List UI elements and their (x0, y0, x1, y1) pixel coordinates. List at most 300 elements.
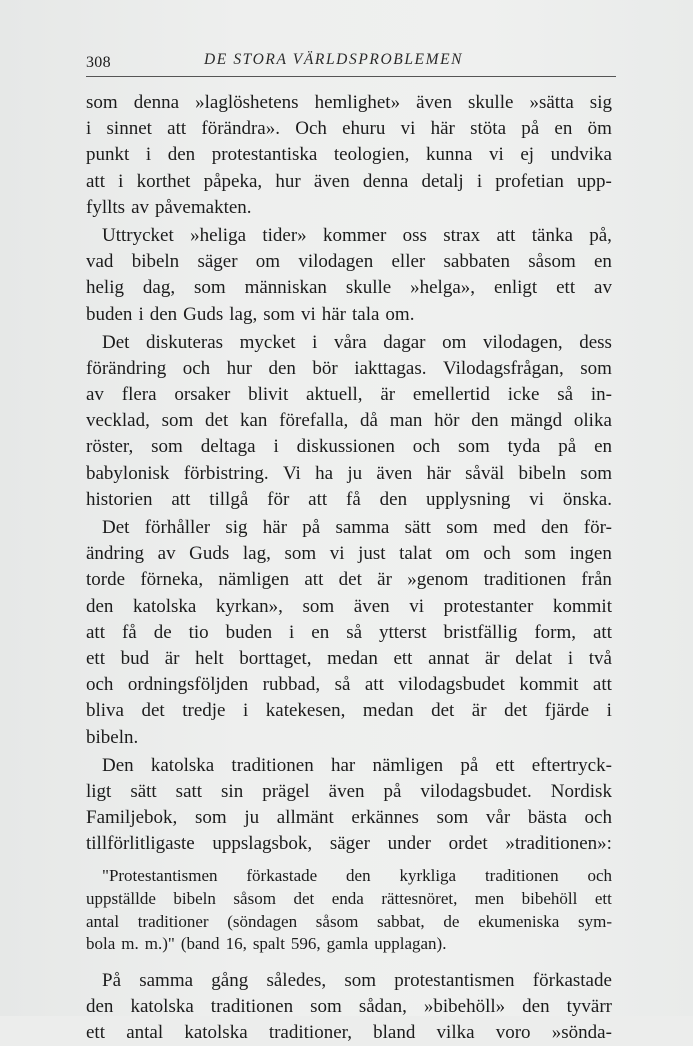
word: att (364, 674, 384, 696)
word: här (262, 517, 288, 538)
word: voro (495, 1022, 531, 1044)
text-line (86, 779, 612, 805)
word: m. (121, 934, 139, 954)
word: kommer (322, 224, 387, 246)
word: Familjebok, (86, 807, 178, 829)
word: spalt (252, 934, 285, 954)
word: som (436, 807, 469, 829)
word: ekumeniska (478, 911, 560, 931)
word: bliva (86, 700, 124, 722)
word: nämligen (218, 569, 290, 591)
word: om (445, 543, 470, 565)
word: kommit (519, 674, 579, 696)
word: iakttagas. (354, 357, 427, 379)
word: sätt (404, 517, 431, 538)
word: orsaker (174, 384, 231, 406)
word: sabbaten (443, 251, 510, 273)
word: bland (373, 1022, 416, 1044)
word: borttaget, (239, 647, 312, 669)
text-line (86, 725, 612, 751)
word: förkastade (532, 969, 612, 991)
word: (band (180, 934, 220, 954)
word: tredje (182, 700, 226, 722)
word: ligt (86, 780, 112, 802)
word: få (346, 488, 361, 510)
word: annat (428, 647, 470, 669)
word: traditioner, (268, 1022, 352, 1044)
word: bibeln (518, 462, 566, 484)
word: skulle (345, 277, 392, 299)
word: fyllts (86, 196, 126, 218)
word: Vilodagsfrågan, (443, 357, 564, 379)
word: protestantiska (211, 144, 318, 166)
word: kunna (425, 144, 473, 166)
word: det (293, 889, 315, 909)
word: så (346, 621, 363, 643)
word: de (153, 621, 172, 643)
word: röster, (86, 436, 134, 458)
word: här (430, 118, 455, 140)
word: att (496, 224, 516, 246)
word: vilodagen, (482, 331, 563, 353)
text-line (86, 302, 612, 328)
word: ett (495, 754, 515, 776)
paragraph (86, 753, 612, 858)
word: Det (102, 331, 130, 353)
word: samma (139, 969, 194, 991)
word: önska. (562, 488, 612, 510)
word: »genom (407, 569, 469, 591)
word: som (194, 277, 226, 299)
word: vår (485, 807, 511, 829)
text-line (86, 620, 612, 646)
word: Guds (183, 303, 224, 325)
word: som (194, 807, 227, 829)
word: på (521, 118, 540, 140)
word: såsom (233, 889, 276, 909)
word: (söndagen (227, 911, 298, 931)
word: blivit (248, 384, 289, 406)
word: ett (86, 1022, 105, 1044)
text-line (86, 698, 612, 724)
word: just (358, 543, 386, 565)
text-line (86, 275, 612, 301)
word: tyda (507, 436, 541, 458)
page-number: 308 (86, 54, 111, 71)
word: är (164, 647, 180, 669)
word: »laglöshetens (195, 92, 299, 113)
word: mängd (510, 410, 563, 432)
word: eller (391, 251, 426, 273)
text-line (86, 461, 612, 487)
word: protestantismen (394, 969, 515, 991)
word: form, (534, 621, 577, 643)
word: vilodagsbudet (398, 674, 505, 696)
word: som (524, 543, 557, 565)
word: korthet (136, 170, 191, 192)
word: även (328, 780, 365, 802)
word: »heliga (190, 224, 247, 246)
text-line (86, 753, 612, 779)
word: det (141, 700, 165, 722)
word: skulle (468, 92, 514, 113)
word: att (308, 488, 328, 510)
word: som (446, 517, 478, 538)
word: att (592, 621, 612, 643)
word: erkännes (351, 807, 419, 829)
word: denna (362, 170, 409, 192)
word: i (86, 118, 92, 140)
word: bibeln (131, 251, 180, 273)
word: den (346, 866, 371, 886)
word: »sönda- (551, 1022, 612, 1044)
word: Och (295, 118, 327, 140)
word: även (376, 462, 413, 484)
word: historien (86, 488, 153, 510)
text-line (86, 408, 612, 434)
text-line (86, 1020, 612, 1046)
word: helig (86, 277, 124, 299)
word: den (541, 517, 569, 538)
word: under (387, 833, 431, 855)
word: lag, (229, 303, 258, 325)
word: här (426, 462, 451, 484)
word: m.)" (144, 934, 175, 954)
word: av (131, 196, 149, 218)
word: helt (195, 647, 224, 669)
word: är (377, 569, 392, 591)
word: i (242, 700, 249, 722)
word: vi (488, 144, 504, 166)
word: i (312, 331, 318, 353)
word: att (86, 621, 105, 643)
paragraph (86, 515, 612, 751)
word: tänka (531, 224, 573, 246)
word: förändring (86, 357, 167, 379)
word: hör (434, 410, 460, 432)
word: tider» (262, 224, 307, 246)
paragraph (86, 223, 612, 328)
word: av (157, 543, 176, 565)
word: tillförlitligaste (86, 833, 195, 855)
word: ytterst (379, 621, 427, 643)
text-line (86, 594, 612, 620)
word: påpeka, (203, 170, 263, 192)
word: människan (244, 277, 327, 299)
word: hur (275, 170, 301, 192)
word: hemlighet» (314, 92, 401, 113)
word: På (102, 969, 121, 991)
word: Guds (189, 543, 230, 565)
word: Nordisk (550, 780, 612, 802)
word: gång (211, 969, 249, 991)
quote-line (86, 911, 612, 934)
word: en (554, 118, 573, 140)
word: såsom (528, 251, 576, 273)
word: säger (329, 833, 370, 855)
word: som (580, 462, 612, 484)
word: och (86, 674, 114, 696)
word: här (321, 303, 346, 325)
text-line (86, 195, 612, 221)
word: som (284, 543, 317, 565)
word: medan (327, 647, 378, 669)
word: förneka, (140, 569, 204, 591)
word: i (567, 647, 574, 669)
word: dag, (142, 277, 176, 299)
word: men (474, 889, 505, 909)
word: och (587, 866, 612, 886)
word: den (86, 996, 114, 1017)
word: deltaga (200, 436, 256, 458)
word: och (182, 357, 211, 379)
word: uppslagsbok, (212, 833, 313, 855)
word: dess (579, 331, 612, 353)
word: en (594, 436, 612, 458)
quote-line (86, 888, 612, 911)
word: så (334, 674, 351, 696)
word: våra (334, 331, 367, 353)
word: Vi (282, 462, 301, 484)
word: bör (312, 357, 338, 379)
text-line (86, 434, 612, 460)
word: bibeln (173, 889, 216, 909)
word: bristfällig (443, 621, 518, 643)
word: stöta (470, 118, 507, 140)
word: ett (86, 647, 105, 669)
word: kommit (552, 595, 612, 617)
word: »bibehöll» (423, 996, 506, 1017)
word: den (268, 357, 296, 379)
word: således, (266, 969, 327, 991)
word: delat (515, 647, 553, 669)
word: babylonisk (86, 462, 170, 484)
word: som (302, 595, 335, 617)
word: allmänt (276, 807, 334, 829)
word: rubbad, (262, 674, 321, 696)
word: ett (393, 647, 413, 669)
word: antal (126, 1022, 164, 1044)
word: tio (188, 621, 209, 643)
word: på (558, 436, 577, 458)
word: även (313, 170, 350, 192)
word: bästa (527, 807, 567, 829)
text-line (86, 382, 612, 408)
word: för (267, 488, 290, 510)
word: påvemakten. (155, 196, 252, 218)
word: »traditionen»: (505, 833, 612, 855)
word: den (86, 595, 114, 617)
text-line (86, 169, 612, 195)
word: prägel (262, 780, 310, 802)
running-title: DE STORA VÄRLDSPROBLEMEN (204, 51, 464, 68)
word: denna (133, 92, 180, 113)
word: upp- (577, 170, 612, 192)
word: traditionen (484, 866, 559, 886)
text-line (86, 672, 612, 698)
word: man (389, 410, 423, 432)
word: samma (335, 517, 390, 538)
word: ehuru (342, 118, 386, 140)
word: som (344, 969, 377, 991)
word: enda (331, 889, 364, 909)
word: som (310, 996, 342, 1017)
word: »helga», (410, 277, 476, 299)
text-line (86, 223, 612, 249)
word: är (380, 384, 396, 406)
word: tillgå (209, 488, 249, 510)
word: såsom (315, 911, 359, 931)
word: "Protestantismen (102, 866, 218, 886)
running-head (86, 48, 616, 77)
word: vecklad, (86, 410, 150, 432)
word: tala (351, 303, 380, 325)
word: den (471, 410, 499, 432)
word: upplagan). (374, 934, 447, 954)
word: sig (589, 92, 612, 113)
word: satt (175, 780, 203, 802)
word: strax (443, 224, 481, 246)
word: den (167, 144, 196, 166)
word: bibeln. (86, 726, 139, 748)
word: kyrkliga (399, 866, 457, 886)
word: sig (225, 517, 248, 538)
word: är (484, 647, 500, 669)
word: in- (590, 384, 612, 406)
word: ju (347, 462, 363, 484)
word: vilodagen (298, 251, 374, 273)
word: förefalla, (279, 410, 349, 432)
word: profetian (495, 170, 564, 192)
text-line (86, 90, 612, 116)
word: sym- (577, 911, 612, 931)
word: sabbat, (376, 911, 425, 931)
word: i (606, 700, 612, 722)
word: två (588, 647, 612, 669)
word: katolska (184, 1022, 248, 1044)
word: i (476, 170, 483, 192)
word: på (383, 780, 402, 802)
word: medan (362, 700, 414, 722)
word: olika (573, 410, 612, 432)
word: en (594, 251, 612, 273)
page-body (86, 90, 612, 1046)
text-line (86, 994, 612, 1020)
word: vi (300, 303, 316, 325)
word: »sätta (529, 92, 574, 113)
word: ordningsföljden (127, 674, 249, 696)
paragraph (86, 330, 612, 513)
word: ingen (569, 543, 612, 565)
word: sin (221, 780, 244, 802)
word: hur (226, 357, 252, 379)
word: enligt (493, 277, 538, 299)
word: detalj (421, 170, 464, 192)
word: katolska (133, 595, 197, 617)
word: ha (315, 462, 334, 484)
word: teologien, (333, 144, 410, 166)
word: ej (520, 144, 535, 166)
word: buden (86, 303, 133, 325)
word: den (379, 488, 408, 510)
text-line (86, 487, 612, 513)
word: de (443, 911, 460, 931)
word: traditioner (137, 911, 209, 931)
word: i (273, 436, 279, 458)
text-line (86, 646, 612, 672)
word: kyrkan», (215, 595, 283, 617)
word: på (460, 754, 479, 776)
word: av (594, 277, 612, 299)
quote-line (86, 933, 612, 956)
word: vi (400, 118, 416, 140)
word: diskuteras (146, 331, 224, 353)
word: även (353, 595, 390, 617)
word: protestanter (443, 595, 534, 617)
word: vad (86, 251, 114, 273)
word: från (581, 569, 612, 591)
word: diskussionen (296, 436, 395, 458)
word: fjärde (544, 700, 590, 722)
word: som (86, 92, 118, 113)
text-line (86, 515, 612, 541)
word: det (338, 569, 362, 591)
word: gamla (326, 934, 369, 954)
word: om (442, 331, 467, 353)
word: att (171, 488, 191, 510)
word: då (360, 410, 378, 432)
word: 16, (225, 934, 247, 954)
word: som (263, 303, 295, 325)
paragraph (86, 90, 612, 221)
word: ett (556, 277, 576, 299)
word: om. (385, 303, 415, 325)
word: vilodagsbudet. (420, 780, 532, 802)
word: vi (529, 488, 545, 510)
word: som (151, 436, 183, 458)
text-line (86, 356, 612, 382)
word: traditionen (210, 996, 294, 1017)
word: Den (102, 754, 134, 776)
quote-line (86, 865, 612, 888)
word: undvika (550, 144, 612, 166)
word: rättesnöret, (381, 889, 458, 909)
word: emellertid (412, 384, 490, 406)
text-line (86, 116, 612, 142)
word: oss (402, 224, 427, 246)
word: den (522, 996, 550, 1017)
word: ju (244, 807, 260, 829)
word: det (504, 700, 528, 722)
word: uppställde (86, 889, 156, 909)
word: torde (86, 569, 126, 591)
word: vi (329, 543, 345, 565)
text-line (86, 249, 612, 275)
word: aktuell, (306, 384, 363, 406)
word: upplysning (425, 488, 511, 510)
word: även (416, 92, 452, 113)
word: bola (86, 934, 116, 954)
word: kan (239, 410, 268, 432)
text-line (86, 142, 612, 168)
word: såväl (465, 462, 505, 484)
word: har (330, 754, 356, 776)
word: ändring (86, 543, 145, 565)
word: och (483, 543, 511, 565)
word: förbistring. (183, 462, 269, 484)
word: katekesen, (265, 700, 346, 722)
word: att (86, 170, 105, 192)
